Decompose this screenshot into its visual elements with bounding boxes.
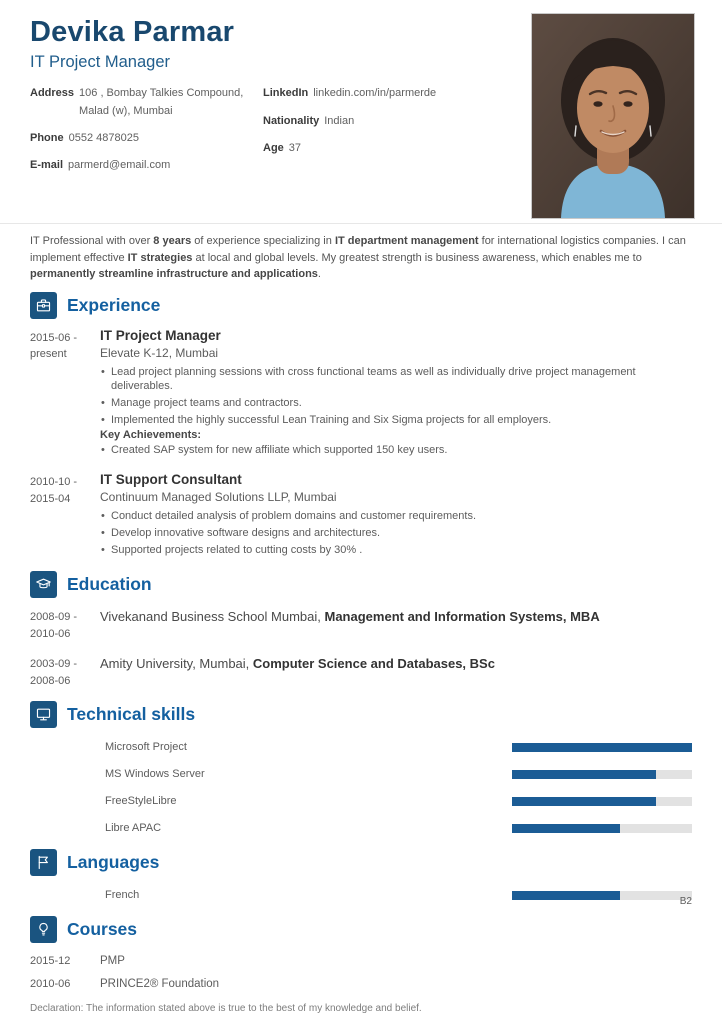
technical-skills-section-header	[30, 701, 692, 728]
experience-bullets	[100, 365, 692, 428]
course-date: 2010-06	[30, 978, 71, 991]
candidate-job-title: IT Project Manager	[30, 53, 171, 72]
course-name: PRINCE2® Foundation	[100, 978, 220, 991]
summary-text: of experience specializing in	[191, 235, 335, 247]
skill-row	[30, 768, 692, 780]
skills-list	[30, 741, 692, 834]
skill-name: MS Windows Server	[105, 768, 205, 781]
summary-text: at local and global levels. My greatest strength is business awareness, which enables me to	[192, 251, 642, 264]
skill-bar-fill	[512, 824, 620, 833]
contact-email	[30, 157, 263, 174]
courses-section-header	[30, 916, 692, 943]
contact-label: Age	[263, 141, 284, 154]
education-school: Amity University, Mumbai,	[100, 656, 253, 672]
skill-bar-fill	[512, 743, 692, 752]
briefcase-icon	[30, 292, 57, 319]
section-title: Courses	[67, 919, 138, 940]
contact-value: linkedin.com/in/parmerde	[313, 87, 437, 100]
skill-row	[30, 741, 692, 753]
date-from: 2010-10 -	[30, 476, 78, 489]
summary-text-bold: IT department management	[334, 235, 479, 247]
bullet-item: • Created SAP system for new affiliate which supported 150 key users.	[100, 443, 692, 458]
language-bar	[512, 891, 692, 900]
skill-bar-fill	[512, 797, 656, 806]
monitor-icon	[30, 701, 57, 728]
address-line-2: Malad (w), Mumbai	[79, 104, 173, 117]
skill-name: Microsoft Project	[105, 741, 187, 754]
language-level: B2	[679, 896, 692, 908]
contact-label: Address	[30, 87, 75, 100]
summary-text-bold: permanently streamline infrastructure and applications	[30, 268, 318, 280]
contact-value	[79, 85, 243, 119]
experience-job-title: IT Support Consultant	[100, 472, 242, 488]
lightbulb-icon	[30, 916, 57, 943]
contact-linkedin	[263, 85, 500, 102]
course-date: 2015-12	[30, 955, 71, 968]
experience-section-header	[30, 292, 692, 319]
section-title: Languages	[67, 852, 160, 873]
education-school: Vivekanand Business School Mumbai,	[100, 609, 325, 625]
skill-bar	[512, 824, 692, 833]
skill-bar	[512, 743, 692, 752]
header	[30, 16, 692, 216]
date-to: 2008-06	[30, 674, 71, 687]
achievement-bullets	[100, 443, 692, 458]
course-name: PMP	[100, 955, 125, 968]
date-from: 2003-09 -	[30, 658, 78, 671]
education-degree: Computer Science and Databases, BSc	[252, 656, 495, 672]
graduation-cap-icon	[30, 571, 57, 598]
summary-text-bold: 8 years	[153, 235, 192, 247]
summary-text: IT Professional with over	[30, 235, 154, 247]
date-to: present	[30, 348, 67, 360]
bullet-item: • Develop innovative software designs and architectures.	[100, 526, 692, 541]
bullet-item: • Manage project teams and contractors.	[100, 396, 692, 411]
skill-name: Libre APAC	[105, 822, 162, 835]
contact-value: Indian	[324, 114, 355, 127]
skill-name: FreeStyleLibre	[105, 795, 177, 808]
profile-photo	[531, 13, 695, 219]
date-from: 2015-06 -	[30, 331, 78, 344]
education-section-header	[30, 571, 692, 598]
experience-bullets	[100, 509, 692, 557]
contact-value: 0552 4878025	[68, 131, 139, 144]
bullet-item: • Supported projects related to cutting costs by 30% .	[100, 543, 692, 558]
summary-text: .	[317, 268, 321, 280]
professional-summary	[30, 233, 692, 283]
contact-age	[263, 140, 500, 157]
skill-bar	[512, 770, 692, 779]
bullet-item: • Implemented the highly successful Lean Training and Six Sigma projects for all employers.	[100, 413, 692, 428]
education-content	[100, 607, 692, 642]
skill-bar	[512, 797, 692, 806]
header-divider	[0, 223, 722, 224]
declaration-text: Declaration: The information stated above is true to the best of my knowledge and belief.	[30, 1003, 422, 1014]
skill-row	[30, 822, 692, 834]
experience-job-title: IT Project Manager	[100, 327, 221, 343]
skill-bar-fill	[512, 770, 656, 779]
courses-list	[30, 955, 692, 990]
contact-details	[30, 85, 500, 183]
address-line-1: 106 , Bombay Talkies Compound,	[79, 87, 244, 100]
summary-text: for international logistics companies. I can implement effective	[30, 235, 686, 264]
contact-column-right	[263, 85, 500, 183]
contact-column-left	[30, 85, 263, 183]
education-entry	[30, 607, 692, 642]
date-to: 2010-06	[30, 627, 71, 640]
experience-entry	[30, 328, 692, 461]
course-row	[30, 955, 692, 967]
bullet-item: • Conduct detailed analysis of problem domains and customer requirements.	[100, 509, 692, 524]
bullet-item: • Lead project planning sessions with cross functional teams as well as individually drive project management deliverables.	[100, 365, 692, 394]
contact-value: 37	[288, 141, 302, 154]
experience-company: Elevate K-12, Mumbai	[100, 345, 219, 360]
education-dates	[30, 654, 100, 689]
contact-nationality	[263, 113, 500, 130]
section-title: Experience	[67, 294, 161, 315]
section-title: Technical skills	[67, 704, 196, 725]
language-name: French	[105, 889, 140, 902]
contact-label: Nationality	[263, 114, 320, 127]
experience-dates	[30, 472, 100, 559]
education-dates	[30, 607, 100, 642]
date-to: 2015-04	[30, 492, 71, 505]
skill-row	[30, 795, 692, 807]
experience-dates	[30, 328, 100, 461]
experience-company: Continuum Managed Solutions LLP, Mumbai	[100, 490, 337, 505]
profile-photo-illustration	[532, 14, 694, 218]
contact-label: E-mail	[30, 158, 64, 171]
language-row	[30, 889, 692, 901]
course-row	[30, 978, 692, 990]
candidate-name: Devika Parmar	[30, 16, 235, 48]
experience-entry	[30, 472, 692, 559]
key-achievements-label: Key Achievements:	[100, 429, 202, 442]
experience-content	[100, 328, 692, 461]
contact-phone	[30, 130, 263, 147]
contact-label: LinkedIn	[263, 87, 309, 100]
contact-value: parmerd@email.com	[68, 158, 171, 171]
languages-list	[30, 889, 692, 907]
education-content	[100, 654, 692, 689]
section-title: Education	[67, 574, 152, 595]
date-from: 2008-09 -	[30, 611, 78, 624]
education-entry	[30, 654, 692, 689]
summary-text-bold: IT strategies	[127, 251, 193, 264]
experience-content	[100, 472, 692, 559]
flag-icon	[30, 849, 57, 876]
education-degree: Management and Information Systems, MBA	[324, 609, 600, 625]
contact-address	[30, 85, 263, 119]
language-bar-fill	[512, 891, 620, 900]
contact-label: Phone	[30, 131, 64, 144]
languages-section-header	[30, 849, 692, 876]
